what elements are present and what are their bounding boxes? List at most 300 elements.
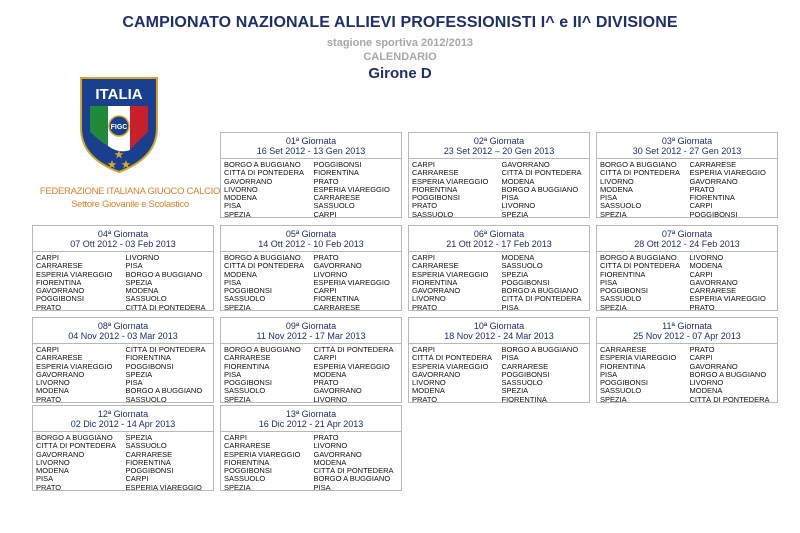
home-team: CARRARESE (412, 169, 459, 178)
home-team: CARRARESE (36, 262, 83, 271)
round-dates: 30 Set 2012 - 27 Gen 2013 (597, 146, 777, 159)
home-team: PISA (224, 278, 242, 287)
match-row (224, 161, 401, 169)
match-row (600, 262, 777, 270)
round-title: 03ª Giornata (661, 136, 713, 146)
home-team: LIVORNO (36, 458, 70, 467)
match-row (36, 271, 213, 279)
page-title: CAMPIONATO NAZIONALE ALLIEVI PROFESSIONISTI I^ e II^ DIVISIONE (122, 14, 678, 31)
away-team: POGGIBONSI (313, 161, 362, 169)
match-row (600, 194, 777, 202)
round-dates: 21 Ott 2012 - 17 Feb 2013 (409, 239, 589, 252)
away-team: FIORENTINA (313, 169, 359, 178)
match-row (412, 287, 589, 295)
away-team: GAVORRANO (689, 177, 738, 186)
round-card (220, 405, 402, 491)
away-team: CARPI (689, 270, 713, 279)
home-team: SPEZIA (224, 483, 251, 492)
home-team: CARRARESE (412, 262, 459, 271)
logo-country-text: ITALIA (95, 86, 143, 103)
match-row (224, 363, 401, 371)
away-team: GAVORRANO (313, 262, 362, 271)
away-team: FIORENTINA (125, 458, 171, 467)
home-team: ESPERIA VIAREGGIO (224, 450, 301, 459)
away-team: GAVORRANO (313, 387, 362, 396)
home-team: FIORENTINA (412, 185, 458, 194)
home-team: SPEZIA (600, 303, 627, 312)
match-row (224, 178, 401, 186)
round-title: 08ª Giornata (97, 321, 149, 331)
away-team: SASSUOLO (125, 442, 167, 451)
match-list (597, 252, 777, 312)
away-team: FIORENTINA (125, 354, 171, 363)
away-team: ESPERIA VIAREGGIO (313, 278, 390, 287)
match-row (36, 379, 213, 387)
away-team: SPEZIA (501, 387, 529, 396)
match-row (36, 262, 213, 270)
home-team: BORGO A BUGGIANO (600, 161, 677, 169)
round-card (220, 132, 402, 218)
match-row (224, 354, 401, 362)
away-team: CARPI (313, 210, 337, 219)
away-team: PRATO (689, 303, 715, 312)
round-dates: 28 Ott 2012 - 24 Feb 2013 (597, 239, 777, 252)
away-team: LIVORNO (313, 270, 348, 279)
round-card (32, 405, 214, 491)
home-team: CARPI (412, 254, 435, 262)
away-team: PRATO (313, 177, 339, 186)
match-row (412, 363, 589, 371)
away-team: PISA (125, 262, 143, 271)
home-team: MODENA (36, 387, 69, 396)
match-row (412, 254, 589, 262)
away-team: PRATO (689, 346, 715, 354)
away-team: POGGIBONSI (125, 362, 174, 371)
away-team: ESPERIA VIAREGGIO (689, 295, 766, 304)
match-row (36, 287, 213, 295)
match-row (36, 304, 213, 312)
group-title: Girone D (368, 65, 432, 82)
away-team: CARRARESE (125, 450, 173, 459)
home-team: CARPI (36, 254, 59, 262)
match-row (36, 396, 213, 404)
home-team: CITTÀ DI PONTEDERA (412, 354, 493, 363)
away-team: CARRARESE (313, 303, 361, 312)
home-team: GAVORRANO (36, 370, 85, 379)
round-card (408, 317, 590, 403)
home-team: PRATO (412, 202, 438, 211)
match-row (224, 442, 401, 450)
match-list (409, 159, 589, 219)
round-card (596, 317, 778, 403)
match-row (600, 363, 777, 371)
round-card (596, 225, 778, 311)
away-team: SASSUOLO (501, 262, 543, 271)
match-row (412, 379, 589, 387)
away-team: CITTÀ DI PONTEDERA (501, 169, 582, 178)
match-row (224, 387, 401, 395)
away-team: BORGO A BUGGIANO (125, 270, 203, 279)
round-card (32, 317, 214, 403)
away-team: PRATO (313, 254, 339, 262)
match-row (224, 295, 401, 303)
home-team: CITTÀ DI PONTEDERA (600, 169, 681, 178)
match-list (33, 252, 213, 312)
match-row (224, 271, 401, 279)
round-dates: 25 Nov 2012 - 07 Apr 2013 (597, 331, 777, 344)
match-row (412, 387, 589, 395)
home-team: POGGIBONSI (600, 379, 648, 388)
away-team: POGGIBONSI (689, 210, 738, 219)
match-row (224, 434, 401, 442)
match-row (600, 271, 777, 279)
match-row (36, 279, 213, 287)
away-team: PISA (501, 194, 519, 203)
away-team: MODENA (501, 177, 535, 186)
away-team: FIORENTINA (501, 395, 547, 404)
round-card (408, 132, 590, 218)
away-team: POGGIBONSI (125, 467, 174, 476)
away-team: SASSUOLO (125, 395, 167, 404)
away-team: BORGO A BUGGIANO (313, 475, 391, 484)
match-list (33, 344, 213, 404)
round-card (220, 317, 402, 403)
match-row (36, 387, 213, 395)
away-team: CITTÀ DI PONTEDERA (689, 395, 770, 404)
match-row (600, 346, 777, 354)
home-team: LIVORNO (600, 177, 634, 186)
home-team: BORGO A BUGGIANO (36, 434, 113, 442)
round-title: 04ª Giornata (97, 229, 149, 239)
away-team: GAVORRANO (501, 161, 550, 169)
away-team: PRATO (313, 379, 339, 388)
away-team: ESPERIA VIAREGGIO (689, 169, 766, 178)
match-row (224, 346, 401, 354)
match-list (409, 252, 589, 312)
away-team: POGGIBONSI (501, 370, 550, 379)
home-team: POGGIBONSI (224, 467, 272, 476)
home-team: SASSUOLO (412, 210, 454, 219)
match-row (224, 379, 401, 387)
match-row (412, 295, 589, 303)
home-team: ESPERIA VIAREGGIO (412, 270, 489, 279)
home-team: BORGO A BUGGIANO (224, 161, 301, 169)
match-row (412, 354, 589, 362)
home-team: GAVORRANO (36, 450, 85, 459)
home-team: ESPERIA VIAREGGIO (412, 362, 489, 371)
match-row (412, 178, 589, 186)
round-title: 09ª Giornata (285, 321, 337, 331)
match-list (33, 432, 213, 492)
match-row (224, 371, 401, 379)
round-dates: 23 Set 2012 – 20 Gen 2013 (409, 146, 589, 159)
match-row (412, 202, 589, 210)
away-team: MODENA (313, 458, 347, 467)
home-team: BORGO A BUGGIANO (600, 254, 677, 262)
match-row (600, 186, 777, 194)
away-team: PISA (313, 483, 331, 492)
away-team: SPEZIA (125, 278, 153, 287)
match-row (224, 484, 401, 492)
home-team: CITTÀ DI PONTEDERA (224, 262, 305, 271)
home-team: SASSUOLO (224, 387, 266, 396)
away-team: LIVORNO (689, 254, 724, 262)
away-team: CITTÀ DI PONTEDERA (501, 295, 582, 304)
round-title: 13ª Giornata (285, 409, 337, 419)
away-team: POGGIBONSI (501, 278, 550, 287)
away-team: CARRARESE (313, 194, 361, 203)
match-row (224, 467, 401, 475)
away-team: SPEZIA (125, 370, 153, 379)
away-team: GAVORRANO (689, 362, 738, 371)
away-team: CITTÀ DI PONTEDERA (313, 467, 394, 476)
home-team: BORGO A BUGGIANO (224, 346, 301, 354)
match-row (224, 194, 401, 202)
home-team: PRATO (36, 395, 62, 404)
round-title: 11ª Giornata (662, 321, 712, 331)
home-team: SPEZIA (224, 210, 251, 219)
away-team: CARRARESE (689, 287, 737, 296)
logo-badge-text: FIGC (110, 124, 128, 131)
away-team: MODENA (501, 254, 535, 262)
away-team: BORGO A BUGGIANO (125, 387, 203, 396)
match-row (36, 371, 213, 379)
match-row (36, 346, 213, 354)
match-row (412, 262, 589, 270)
match-row (36, 484, 213, 492)
home-team: FIORENTINA (224, 458, 270, 467)
home-team: POGGIBONSI (412, 194, 460, 203)
round-dates: 11 Nov 2012 - 17 Mar 2013 (221, 331, 401, 344)
home-team: SASSUOLO (600, 295, 642, 304)
home-team: POGGIBONSI (224, 379, 272, 388)
round-dates: 07 Ott 2012 - 03 Feb 2013 (33, 239, 213, 252)
match-row (224, 202, 401, 210)
home-team: POGGIBONSI (36, 295, 84, 304)
match-row (600, 161, 777, 169)
match-row (412, 304, 589, 312)
home-team: CARPI (36, 346, 59, 354)
home-team: SPEZIA (600, 210, 627, 219)
away-team: CITTÀ DI PONTEDERA (313, 346, 394, 354)
home-team: LIVORNO (412, 295, 446, 304)
home-team: POGGIBONSI (224, 287, 272, 296)
away-team: SASSUOLO (501, 379, 543, 388)
home-team: PISA (224, 370, 242, 379)
away-team: PISA (501, 303, 519, 312)
away-team: CARRARESE (689, 161, 737, 169)
away-team: CITTÀ DI PONTEDERA (125, 303, 206, 312)
home-team: CARRARESE (36, 354, 83, 363)
home-team: PISA (600, 278, 618, 287)
match-row (600, 178, 777, 186)
away-team: GAVORRANO (689, 278, 738, 287)
federation-name: FEDERAZIONE ITALIANA GIUOCO CALCIO (39, 186, 221, 197)
match-list (597, 344, 777, 404)
match-row (224, 279, 401, 287)
home-team: FIORENTINA (412, 278, 458, 287)
home-team: FIORENTINA (600, 362, 646, 371)
round-title: 06ª Giornata (473, 229, 525, 239)
away-team: PISA (125, 379, 143, 388)
match-list (221, 159, 401, 219)
match-row (36, 295, 213, 303)
away-team: BORGO A BUGGIANO (501, 287, 579, 296)
home-team: SPEZIA (224, 303, 251, 312)
home-team: CITTÀ DI PONTEDERA (224, 169, 305, 178)
home-team: SASSUOLO (224, 475, 266, 484)
home-team: MODENA (412, 387, 445, 396)
match-row (412, 169, 589, 177)
home-team: ESPERIA VIAREGGIO (412, 177, 489, 186)
away-team: CARPI (313, 354, 337, 363)
away-team: BORGO A BUGGIANO (689, 370, 767, 379)
away-team: SASSUOLO (125, 295, 167, 304)
match-row (36, 354, 213, 362)
home-team: PRATO (412, 303, 438, 312)
match-row (224, 451, 401, 459)
away-team: BORGO A BUGGIANO (501, 185, 579, 194)
match-row (412, 279, 589, 287)
match-row (412, 211, 589, 219)
match-list (597, 159, 777, 219)
home-team: CITTÀ DI PONTEDERA (600, 262, 681, 271)
away-team: LIVORNO (125, 254, 160, 262)
match-list (221, 252, 401, 312)
round-dates: 04 Nov 2012 - 03 Mar 2013 (33, 331, 213, 344)
home-team: MODENA (36, 467, 69, 476)
round-dates: 18 Nov 2012 - 24 Mar 2013 (409, 331, 589, 344)
home-team: CARRARESE (224, 442, 271, 451)
round-card (220, 225, 402, 311)
match-row (224, 459, 401, 467)
away-team: CITTÀ DI PONTEDERA (125, 346, 206, 354)
away-team: SPEZIA (501, 210, 529, 219)
away-team: LIVORNO (501, 202, 536, 211)
home-team: SPEZIA (224, 395, 251, 404)
round-card (408, 225, 590, 311)
match-row (412, 161, 589, 169)
round-title: 10ª Giornata (473, 321, 525, 331)
home-team: CARRARESE (224, 354, 271, 363)
round-dates: 14 Ott 2012 - 10 Feb 2013 (221, 239, 401, 252)
home-team: GAVORRANO (36, 287, 85, 296)
away-team: MODENA (125, 287, 159, 296)
match-row (36, 442, 213, 450)
away-team: LIVORNO (689, 379, 724, 388)
match-row (412, 186, 589, 194)
away-team: CARPI (689, 202, 713, 211)
away-team: LIVORNO (313, 395, 348, 404)
match-list (221, 344, 401, 404)
match-list (409, 344, 589, 404)
round-title: 05ª Giornata (285, 229, 337, 239)
away-team: LIVORNO (313, 442, 348, 451)
match-row (600, 354, 777, 362)
home-team: LIVORNO (224, 185, 258, 194)
home-team: MODENA (224, 270, 257, 279)
home-team: PISA (600, 370, 618, 379)
home-team: ESPERIA VIAREGGIO (36, 362, 113, 371)
away-team: CARPI (689, 354, 713, 363)
home-team: PISA (36, 475, 54, 484)
calendar-subtitle: CALENDARIO (363, 51, 437, 63)
home-team: PRATO (412, 395, 438, 404)
away-team: FIORENTINA (313, 295, 359, 304)
home-team: CARPI (224, 434, 247, 442)
home-team: MODENA (600, 185, 633, 194)
away-team: FIORENTINA (689, 194, 735, 203)
home-team: SASSUOLO (224, 295, 266, 304)
match-row (224, 186, 401, 194)
round-card (596, 132, 778, 218)
match-row (36, 459, 213, 467)
away-team: MODENA (313, 370, 347, 379)
match-row (36, 254, 213, 262)
away-team: PISA (501, 354, 519, 363)
home-team: PRATO (36, 483, 62, 492)
round-card (32, 225, 214, 311)
match-row (224, 287, 401, 295)
away-team: GAVORRANO (313, 450, 362, 459)
match-row (36, 451, 213, 459)
away-team: SPEZIA (125, 434, 153, 442)
home-team: GAVORRANO (412, 370, 461, 379)
home-team: LIVORNO (412, 379, 446, 388)
home-team: BORGO A BUGGIANO (224, 254, 301, 262)
match-row (600, 371, 777, 379)
away-team: CARPI (125, 475, 149, 484)
match-row (600, 295, 777, 303)
match-row (600, 169, 777, 177)
match-row (36, 475, 213, 483)
away-team: ESPERIA VIAREGGIO (313, 362, 390, 371)
match-row (600, 304, 777, 312)
home-team: PISA (224, 202, 242, 211)
match-row (600, 279, 777, 287)
home-team: FIORENTINA (36, 278, 82, 287)
home-team: SASSUOLO (600, 202, 642, 211)
home-team: LIVORNO (36, 379, 70, 388)
match-row (224, 169, 401, 177)
match-row (412, 194, 589, 202)
figc-logo (79, 76, 159, 174)
away-team: PRATO (313, 434, 339, 442)
match-row (412, 271, 589, 279)
home-team: FIORENTINA (224, 362, 270, 371)
match-row (600, 211, 777, 219)
away-team: SPEZIA (501, 270, 529, 279)
home-team: SPEZIA (600, 395, 627, 404)
match-row (412, 396, 589, 404)
federation-sector: Settore Giovanile e Scolastico (71, 199, 189, 210)
home-team: SASSUOLO (600, 387, 642, 396)
round-title: 02ª Giornata (473, 136, 525, 146)
home-team: CARRARESE (600, 346, 647, 354)
match-row (600, 254, 777, 262)
match-row (600, 202, 777, 210)
match-row (412, 371, 589, 379)
home-team: ESPERIA VIAREGGIO (600, 354, 677, 363)
home-team: CITTÀ DI PONTEDERA (36, 442, 117, 451)
home-team: CARPI (412, 161, 435, 169)
match-row (224, 304, 401, 312)
home-team: GAVORRANO (412, 287, 461, 296)
away-team: ESPERIA VIAREGGIO (125, 483, 202, 492)
figc-shield-icon (79, 76, 159, 174)
match-row (224, 396, 401, 404)
match-row (224, 262, 401, 270)
